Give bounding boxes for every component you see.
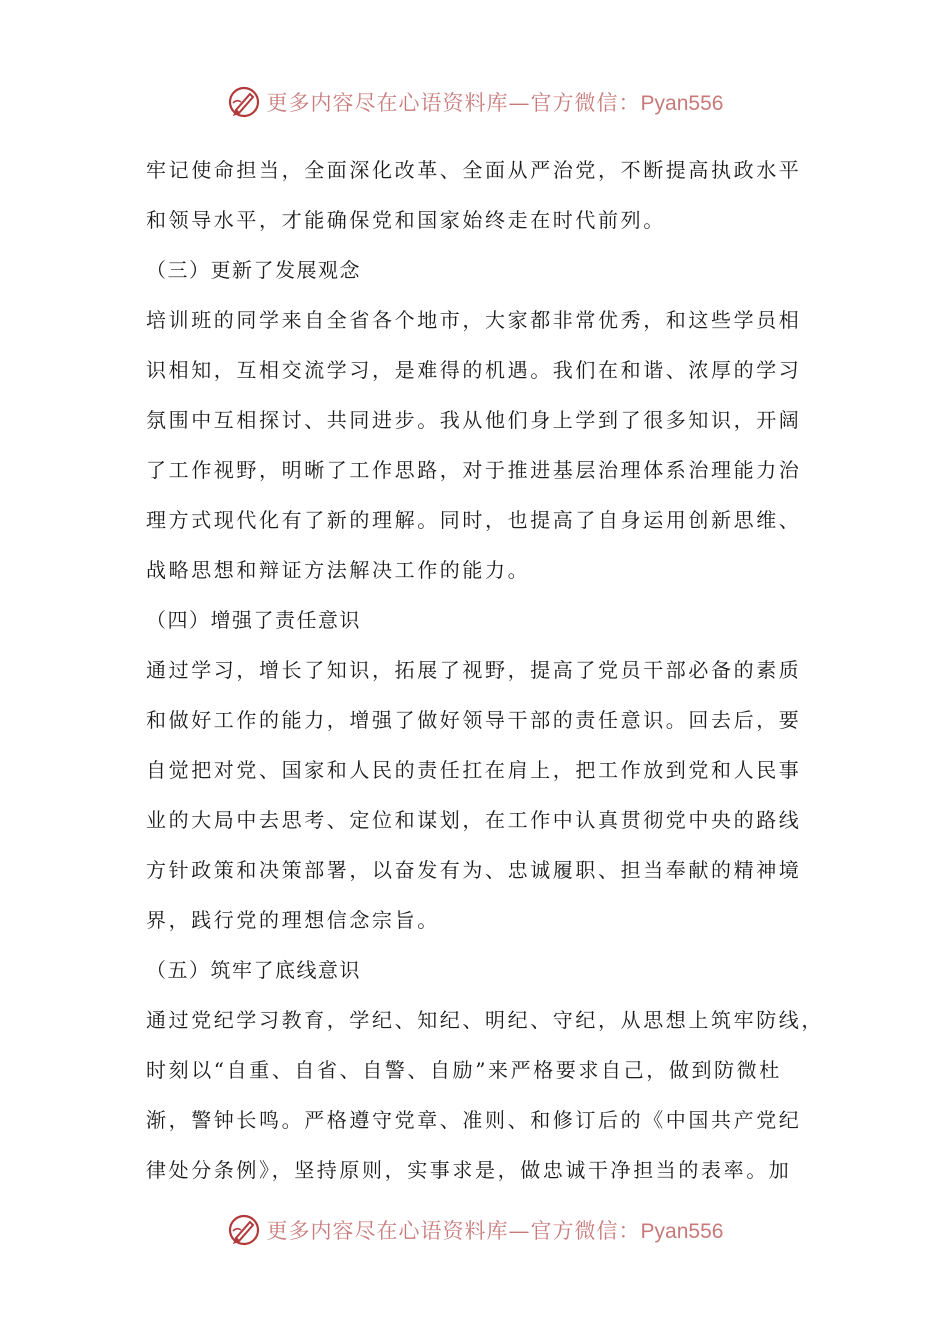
section-heading: （五）筑牢了底线意识 — [146, 958, 361, 982]
footer-banner — [0, 1208, 950, 1252]
paragraph-line: 自觉把对党、国家和人民的责任扛在肩上，把工作放到党和人民事 — [146, 758, 802, 782]
section-heading: （四）增强了责任意识 — [146, 608, 361, 632]
paragraph-line: 理方式现代化有了新的理解。同时，也提高了自身运用创新思维、 — [146, 508, 802, 532]
paragraph-line: 渐，警钟长鸣。严格遵守党章、准则、和修订后的《中国共产党纪 — [146, 1108, 802, 1132]
pen-logo-icon — [227, 1213, 261, 1247]
paragraph-line: 了工作视野，明晰了工作思路，对于推进基层治理体系治理能力治 — [146, 458, 802, 482]
paragraph-line: 牢记使命担当，全面深化改革、全面从严治党，不断提高执政水平 — [146, 158, 802, 182]
paragraph-line: 和领导水平，才能确保党和国家始终走在时代前列。 — [146, 208, 666, 232]
paragraph-line: 氛围中互相探讨、共同进步。我从他们身上学到了很多知识，开阔 — [146, 408, 802, 432]
header-banner — [0, 80, 950, 124]
paragraph-line: 业的大局中去思考、定位和谋划，在工作中认真贯彻党中央的路线 — [146, 808, 802, 832]
paragraph-line: 通过学习，增长了知识，拓展了视野，提高了党员干部必备的素质 — [146, 658, 802, 682]
pen-logo-icon — [227, 85, 261, 119]
paragraph-line: 律处分条例》，坚持原则，实事求是，做忠诚干净担当的表率。加 — [146, 1158, 792, 1182]
banner-text: 更多内容尽在心语资料库—官方微信：Pyan556 — [266, 91, 724, 115]
paragraph-line: 战略思想和辩证方法解决工作的能力。 — [146, 558, 531, 582]
section-heading: （三）更新了发展观念 — [146, 258, 361, 282]
paragraph-line: 培训班的同学来自全省各个地市，大家都非常优秀，和这些学员相 — [146, 308, 802, 332]
paragraph-line: 界，践行党的理想信念宗旨。 — [146, 908, 440, 932]
banner-text: 更多内容尽在心语资料库—官方微信：Pyan556 — [266, 1219, 724, 1243]
paragraph-line: 识相知，互相交流学习，是难得的机遇。我们在和谐、浓厚的学习 — [146, 358, 802, 382]
wechat-id: Pyan556 — [640, 92, 724, 115]
paragraph-line: 通过党纪学习教育，学纪、知纪、明纪、守纪，从思想上筑牢防线， — [146, 1008, 824, 1032]
body-text — [146, 145, 824, 1195]
wechat-id: Pyan556 — [640, 1220, 724, 1243]
paragraph-line: 和做好工作的能力，增强了做好领导干部的责任意识。回去后，要 — [146, 708, 802, 732]
paragraph-line: 方针政策和决策部署，以奋发有为、忠诚履职、担当奉献的精神境 — [146, 858, 802, 882]
paragraph-line: 时刻以“自重、自省、自警、自励”来严格要求自己，做到防微杜 — [146, 1058, 782, 1082]
